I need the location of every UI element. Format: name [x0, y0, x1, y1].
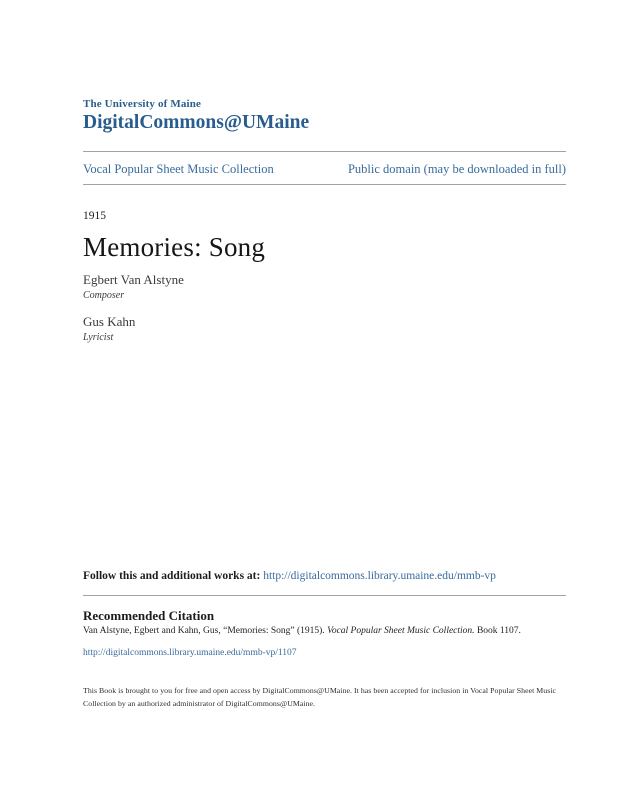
publication-year: 1915: [83, 210, 106, 222]
contributor: [83, 314, 566, 344]
collection-url-link[interactable]: http://digitalcommons.library.umaine.edu/mmb-vp: [263, 570, 496, 582]
contributor-name: Gus Kahn: [83, 314, 136, 329]
recommended-citation-heading: Recommended Citation: [83, 608, 215, 623]
contributor-name: Egbert Van Alstyne: [83, 272, 184, 287]
citation-text-start: Van Alstyne, Egbert and Kahn, Gus, “Memories: Song” (1915).: [83, 626, 328, 636]
citation-text: [83, 625, 566, 638]
access-note: This Book is brought to you for free and open access by DigitalCommons@UMaine. It has been accepted for inclusion in Vocal Popular Sheet Music Collection by an authorized administrator of DigitalCommons@UMaine.: [83, 685, 557, 708]
repository-header: [83, 98, 309, 134]
institution-name: The University of Maine: [83, 98, 202, 110]
collection-name-link[interactable]: Vocal Popular Sheet Music Collection: [83, 162, 274, 176]
document-title: Memories: Song: [83, 232, 266, 262]
citation-footer-block: [83, 569, 566, 717]
divider: [83, 595, 566, 596]
document-metadata: [83, 209, 566, 344]
citation-text-end: Book 1107.: [474, 626, 521, 636]
follow-line: [83, 569, 566, 584]
citation-collection-italic: Vocal Popular Sheet Music Collection.: [327, 626, 475, 636]
follow-label: Follow this and additional works at:: [83, 570, 264, 582]
collection-bar: [83, 151, 566, 185]
contributor-role: Lyricist: [83, 332, 114, 343]
citation-url-link[interactable]: http://digitalcommons.library.umaine.edu/mmb-vp/1107: [83, 648, 297, 658]
contributor-role: Composer: [83, 290, 125, 301]
repository-name: DigitalCommons@UMaine: [83, 111, 310, 133]
contributor: [83, 272, 566, 302]
access-statement: Public domain (may be downloaded in full): [347, 162, 566, 176]
